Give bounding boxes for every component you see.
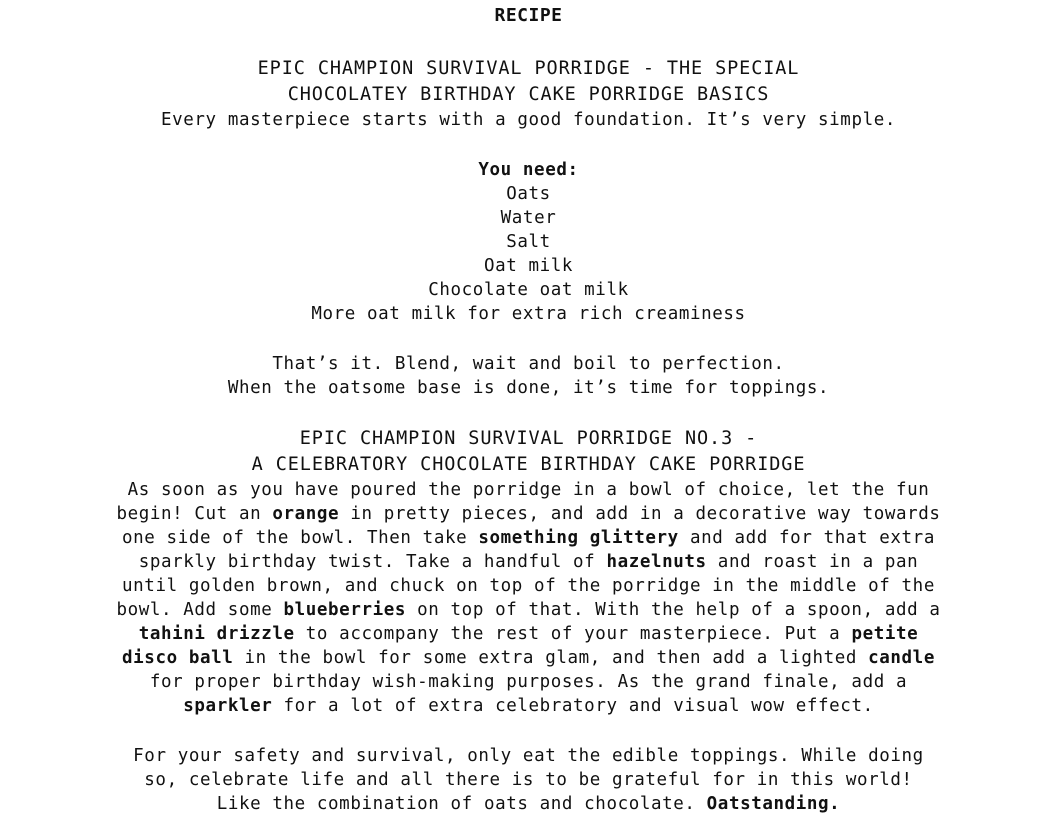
no3-heading-line-2: A CELEBRATORY CHOCOLATE BIRTHDAY CAKE PORRIDGE (251, 454, 806, 475)
closing-line-3 (0, 792, 1057, 816)
ingredient-item: More oat milk for extra rich creaminess (311, 304, 746, 324)
no3-paragraph-line (0, 670, 1057, 694)
basics-outro-line-1: That’s it. Blend, wait and boil to perfection. (272, 354, 785, 374)
basics-outro-line-2: When the oatsome base is done, it’s time for toppings. (227, 378, 830, 398)
basics-section (0, 56, 1057, 400)
closing-section (0, 744, 1057, 816)
no3-paragraph-line (0, 502, 1057, 526)
text-run: one side of the bowl. Then take (122, 528, 479, 548)
ingredient-item: Oats (506, 184, 551, 204)
text-run: sparkly birthday twist. Take a handful of (138, 552, 607, 572)
text-run: and roast in a pan (706, 552, 919, 572)
no3-paragraph-line (0, 622, 1057, 646)
text-run: begin! Cut an (116, 504, 273, 524)
no3-paragraph-line (0, 550, 1057, 574)
ingredient-item: Oat milk (483, 256, 574, 276)
topping-tahini-drizzle: tahini drizzle (138, 624, 295, 644)
ingredient-item: Chocolate oat milk (428, 280, 629, 300)
topping-hazelnuts: hazelnuts (606, 552, 707, 572)
ingredient-item: Water (500, 208, 557, 228)
text-run: for a lot of extra celebratory and visual wow effect. (272, 696, 874, 716)
no3-heading-line-1: EPIC CHAMPION SURVIVAL PORRIDGE NO.3 - (299, 428, 758, 449)
text-run: on top of that. With the help of a spoon, add a (406, 600, 941, 620)
no3-paragraph-line (0, 526, 1057, 550)
no3-paragraph-line (0, 598, 1057, 622)
basics-heading-line-2: CHOCOLATEY BIRTHDAY CAKE PORRIDGE BASICS (287, 84, 770, 105)
topping-blueberries: blueberries (283, 600, 406, 620)
text-run: to accompany the rest of your masterpiece. Put a (294, 624, 852, 644)
topping-orange: orange (272, 504, 340, 524)
text-run: in the bowl for some extra glam, and then add a lighted (233, 648, 869, 668)
text-run: and add for that extra (678, 528, 935, 548)
you-need-label: You need: (478, 160, 579, 180)
closing-line-2: so, celebrate life and all there is to be grateful for in this world! (144, 770, 913, 790)
oatstanding-word: Oatstanding. (706, 794, 841, 814)
text-run: in pretty pieces, and add in a decorative way towards (339, 504, 941, 524)
no3-paragraph-line (0, 478, 1057, 502)
recipe-label: RECIPE (494, 5, 563, 26)
basics-heading-line-1: EPIC CHAMPION SURVIVAL PORRIDGE - THE SPECIAL (257, 58, 800, 79)
topping-candle: candle (868, 648, 935, 668)
topping-disco-ball: disco ball (122, 648, 234, 668)
no3-paragraph-line (0, 646, 1057, 670)
no3-paragraph-line (0, 574, 1057, 598)
closing-line-1: For your safety and survival, only eat the edible toppings. While doing (133, 746, 924, 766)
basics-intro: Every masterpiece starts with a good foundation. It’s very simple. (161, 110, 896, 130)
topping-sparkler: sparkler (183, 696, 273, 716)
text-run: until golden brown, and chuck on top of the porridge in the middle of the (122, 576, 935, 596)
topping-something-glittery: something glittery (478, 528, 679, 548)
text-run: for proper birthday wish-making purposes. As the grand finale, add a (149, 672, 908, 692)
text-run: As soon as you have poured the porridge in a bowl of choice, let the fun (127, 480, 930, 500)
porridge-no3-section (0, 426, 1057, 718)
text-run: bowl. Add some (116, 600, 284, 620)
text-run: Like the combination of oats and chocolate. (216, 794, 707, 814)
no3-paragraph-line (0, 694, 1057, 718)
topping-petite: petite (851, 624, 919, 644)
ingredient-item: Salt (506, 232, 551, 252)
